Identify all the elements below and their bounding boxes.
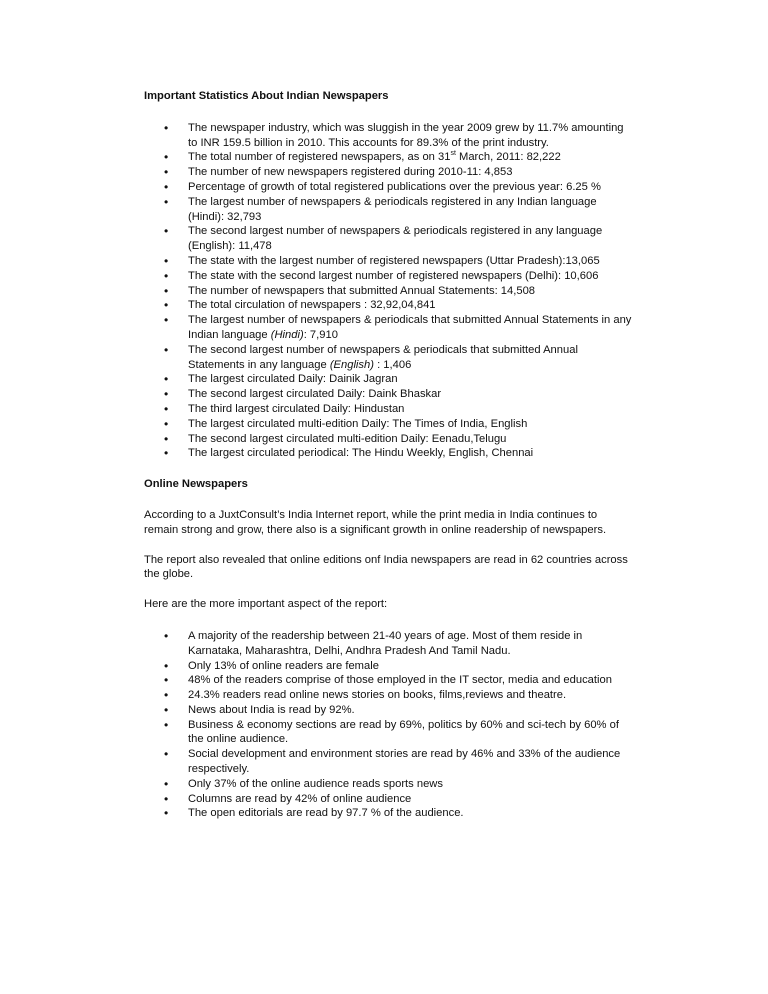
list-item: • Only 37% of the online audience reads sports news xyxy=(144,777,632,792)
section-title-online-newspapers: Online Newspapers xyxy=(144,478,248,491)
list-item: • The second largest number of newspapers & periodicals that submitted Annual Statements in any language (English) : 1,406 xyxy=(144,343,632,373)
list-item: • The open editorials are read by 97.7 % of the audience. xyxy=(144,806,632,821)
list-item: • The largest circulated multi-edition Daily: The Times of India, English xyxy=(144,417,632,432)
section-title-statistics: Important Statistics About Indian Newspapers xyxy=(144,90,389,102)
list-item: • The second largest circulated multi-edition Daily: Eenadu,Telugu xyxy=(144,432,632,447)
list-item: • The largest number of newspapers & periodicals registered in any Indian language (Hindi): 32,793 xyxy=(144,195,632,225)
list-item: • 24.3% readers read online news stories on books, films,reviews and theatre. xyxy=(144,688,632,703)
list-item: • A majority of the readership between 21-40 years of age. Most of them reside in Karnataka, Maharashtra, Delhi, Andhra Pradesh And Tamil Nadu. xyxy=(144,629,632,659)
list-item: • News about India is read by 92%. xyxy=(144,703,632,718)
list-item: • 48% of the readers comprise of those employed in the IT sector, media and education xyxy=(144,673,632,688)
list-item: • Only 13% of online readers are female xyxy=(144,659,632,674)
statistics-list xyxy=(144,121,632,461)
list-item: • The largest circulated periodical: The Hindu Weekly, English, Chennai xyxy=(144,446,632,461)
list-item: • The third largest circulated Daily: Hindustan xyxy=(144,402,632,417)
list-item: • Percentage of growth of total registered publications over the previous year: 6.25 % xyxy=(144,180,632,195)
list-item: • The newspaper industry, which was sluggish in the year 2009 grew by 11.7% amounting to INR 159.5 billion in 2010. This accounts for 89.3% of the print industry. xyxy=(144,121,632,151)
list-item: • The second largest circulated Daily: Daink Bhaskar xyxy=(144,387,632,402)
list-item: • The largest circulated Daily: Dainik Jagran xyxy=(144,372,632,387)
list-item: • The state with the second largest number of registered newspapers (Delhi): 10,606 xyxy=(144,269,632,284)
list-item: • The number of new newspapers registered during 2010-11: 4,853 xyxy=(144,165,632,180)
list-item: • The second largest number of newspapers & periodicals registered in any language (English): 11,478 xyxy=(144,224,632,254)
list-item: • The total circulation of newspapers : 32,92,04,841 xyxy=(144,298,632,313)
list-item: • Social development and environment stories are read by 46% and 33% of the audience respectively. xyxy=(144,747,632,777)
list-item: • The state with the largest number of registered newspapers (Uttar Pradesh):13,065 xyxy=(144,254,632,269)
paragraph: Here are the more important aspect of the report: xyxy=(144,598,388,611)
paragraph: According to a JuxtConsult’s India Internet report, while the print media in India continues to remain strong and grow, there also is a significant growth in online readership of newspapers. xyxy=(144,508,607,536)
list-item: • The total number of registered newspapers, as on 31st March, 2011: 82,222 xyxy=(144,150,632,165)
list-item: • Columns are read by 42% of online audience xyxy=(144,792,632,807)
list-item: • The largest number of newspapers & periodicals that submitted Annual Statements in any Indian language (Hindi): 7,910 xyxy=(144,313,632,343)
list-item: • Business & economy sections are read by 69%, politics by 60% and sci-tech by 60% of the online audience. xyxy=(144,718,632,748)
paragraph: The report also revealed that online editions onf India newspapers are read in 62 countries across the globe. xyxy=(144,553,628,581)
document-content xyxy=(144,89,632,821)
report-findings-list xyxy=(144,629,632,821)
list-item: • The number of newspapers that submitted Annual Statements: 14,508 xyxy=(144,284,632,299)
